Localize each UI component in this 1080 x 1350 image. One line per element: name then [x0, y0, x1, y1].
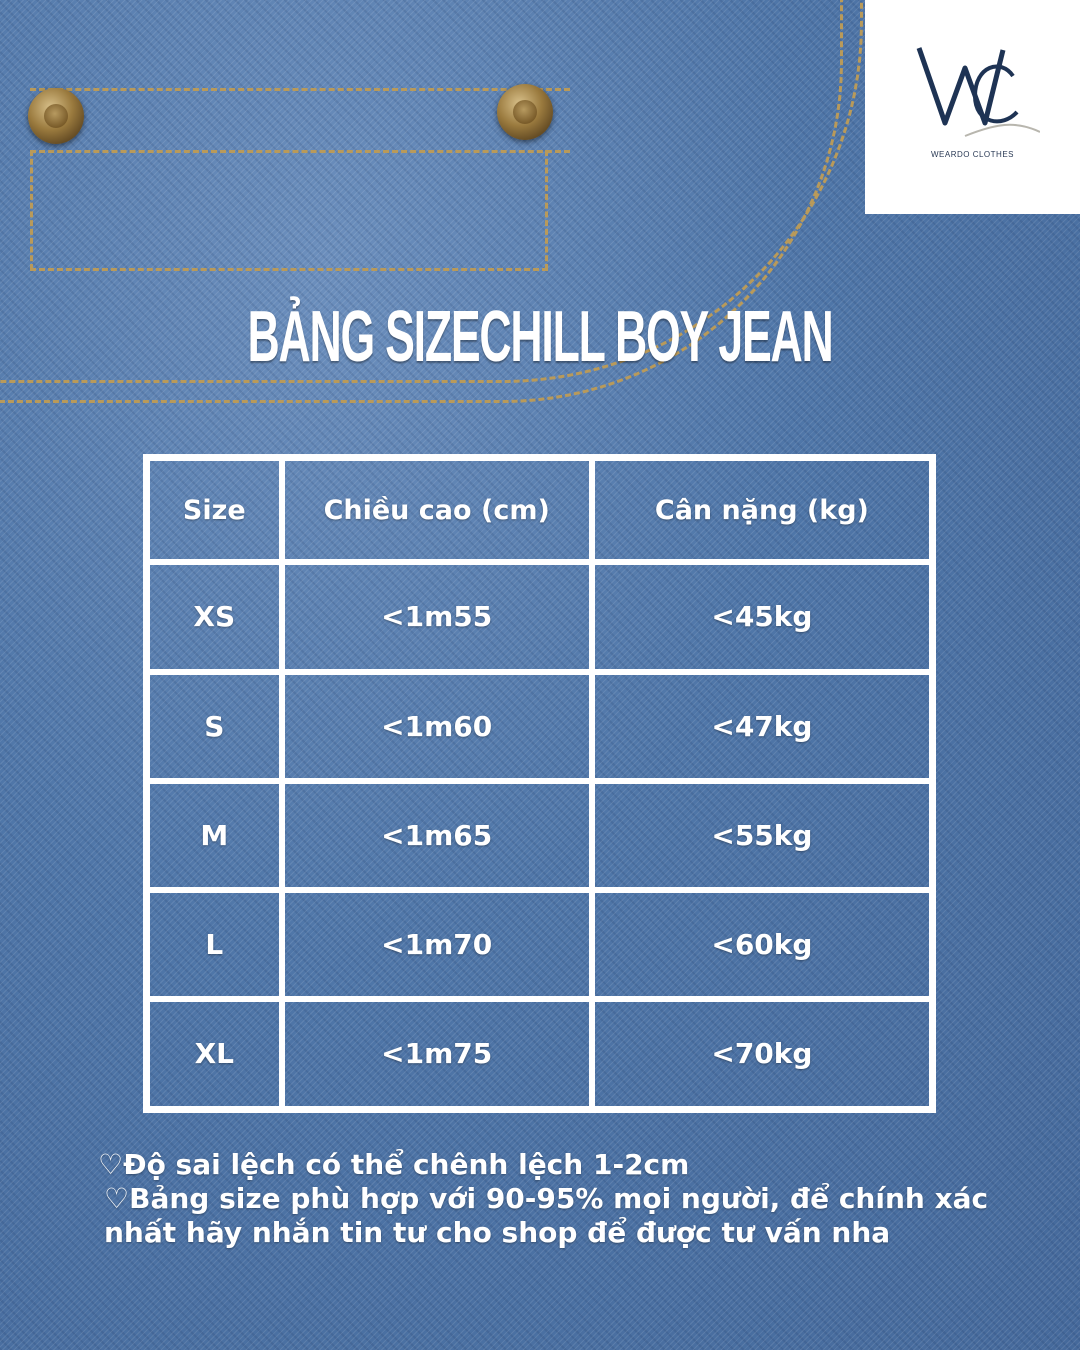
header-weight: Cân nặng (kg)	[592, 458, 933, 563]
header-size: Size	[147, 458, 282, 563]
cell-height: <1m65	[282, 781, 592, 890]
cell-height: <1m55	[282, 562, 592, 671]
header-height: Chiều cao (cm)	[282, 458, 592, 563]
page-title: BẢNG SIZECHILL BOY JEAN	[247, 297, 833, 377]
cell-size: XL	[147, 999, 282, 1110]
cell-weight: <70kg	[592, 999, 933, 1110]
rivet-left	[28, 88, 84, 144]
cell-weight: <45kg	[592, 562, 933, 671]
cell-weight: <60kg	[592, 890, 933, 999]
table-row	[147, 562, 933, 671]
cell-height: <1m75	[282, 999, 592, 1110]
brand-monogram-icon	[905, 28, 1040, 148]
rivet-right	[497, 84, 553, 140]
cell-height: <1m60	[282, 672, 592, 781]
note-tolerance: ♡Độ sai lệch có thể chênh lệch 1-2cm	[98, 1148, 690, 1181]
table-row	[147, 781, 933, 890]
cell-size: S	[147, 672, 282, 781]
table-row	[147, 672, 933, 781]
size-notes	[98, 1148, 1028, 1250]
size-chart-table	[143, 454, 936, 1113]
cell-size: XS	[147, 562, 282, 671]
cell-size: L	[147, 890, 282, 999]
brand-name: WEARDO CLOTHES	[930, 150, 1014, 159]
brand-logo	[865, 0, 1080, 214]
table-row	[147, 890, 933, 999]
cell-weight: <55kg	[592, 781, 933, 890]
table-row	[147, 999, 933, 1110]
cell-weight: <47kg	[592, 672, 933, 781]
cell-size: M	[147, 781, 282, 890]
table-header-row	[147, 458, 933, 563]
note-fit-advice: ♡Bảng size phù hợp với 90-95% mọi người, để chính xác nhất hãy nhắn tin tư cho shop để được tư vấn nha	[104, 1182, 989, 1249]
cell-height: <1m70	[282, 890, 592, 999]
